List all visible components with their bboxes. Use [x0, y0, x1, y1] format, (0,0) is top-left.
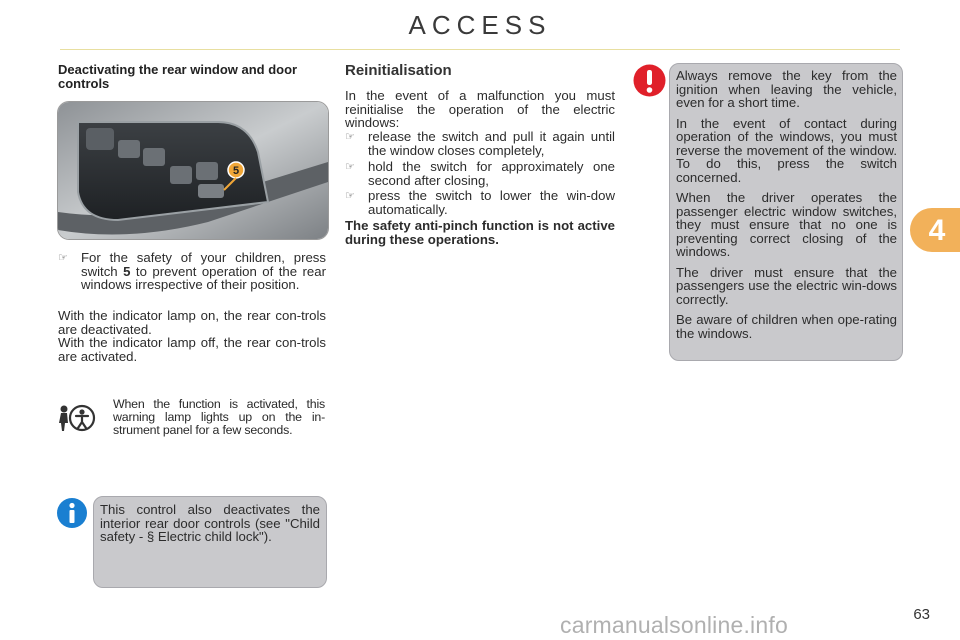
bullet-text-pre: For the safety of your children, press switch [81, 250, 326, 279]
bullet-text-post: to prevent operation of the rear windows irrespective of their position. [81, 263, 326, 292]
door-control-illustration [58, 102, 328, 239]
warning-lamp-note: When the function is activated, this warning lamp lights up on the in-strument panel for a few seconds. [113, 397, 325, 437]
step-text: hold the switch for approximately one second after closing, [368, 159, 615, 188]
pointing-hand-icon: ☞ [345, 131, 355, 143]
step-text: press the switch to lower the win-dow automatically. [368, 188, 615, 217]
paragraph-lamp-off: With the indicator lamp off, the rear con-trols are activated. [58, 335, 326, 364]
bullet-text [58, 251, 326, 292]
photo-callout-5: 5 [232, 165, 240, 177]
info-icon [56, 497, 88, 529]
pointing-hand-icon: ☞ [58, 252, 68, 264]
alert-paragraph: When the driver operates the passenger electric window switches, they must ensure that no one is preventing correct closing of the windows. [676, 190, 897, 259]
anti-pinch-note: The safety anti-pinch function is not active during these operations. [345, 218, 615, 247]
pointing-hand-icon: ☞ [345, 161, 355, 173]
chapter-tab: 4 [910, 208, 960, 252]
bullet-child-safety [58, 251, 326, 292]
alert-paragraph: In the event of contact during operation of the windows, you must reverse the movement of the window. To do this, press the switch concerned. [676, 115, 897, 185]
reinit-step-2 [345, 160, 615, 187]
paragraph-lamp-on: With the indicator lamp on, the rear con-trols are deactivated. [58, 308, 326, 337]
section-heading-reinitialisation: Reinitialisation [345, 62, 452, 79]
info-note-text: This control also deactivates the interior rear door controls (see "Child safety - § Electric child lock"). [100, 502, 320, 544]
switch-number: 5 [123, 263, 131, 279]
exclamation-icon [633, 64, 666, 97]
reinit-step-1 [345, 130, 615, 157]
child-lock-warning-icon [56, 401, 96, 435]
door-control-photo [57, 101, 329, 240]
section-heading-deactivating: Deactivating the rear window and door controls [58, 62, 298, 91]
pointing-hand-icon: ☞ [345, 190, 355, 202]
alert-text [676, 69, 897, 347]
step-text: release the switch and pull it again until the window closes completely, [368, 129, 615, 158]
page-title: ACCESS [408, 10, 552, 40]
title-rule [60, 49, 900, 50]
footer-watermark: carmanualsonline.info [560, 612, 788, 638]
alert-paragraph: The driver must ensure that the passengers use the electric win-dows correctly. [676, 264, 897, 307]
reinit-intro: In the event of a malfunction you must reinitialise the operation of the electric windows: [345, 88, 615, 130]
alert-paragraph: Be aware of children when ope-rating the windows. [676, 312, 897, 341]
alert-paragraph: Always remove the key from the ignition when leaving the vehicle, even for a short time. [676, 68, 897, 110]
reinit-step-3 [345, 189, 615, 216]
page-number: 63 [913, 606, 930, 623]
